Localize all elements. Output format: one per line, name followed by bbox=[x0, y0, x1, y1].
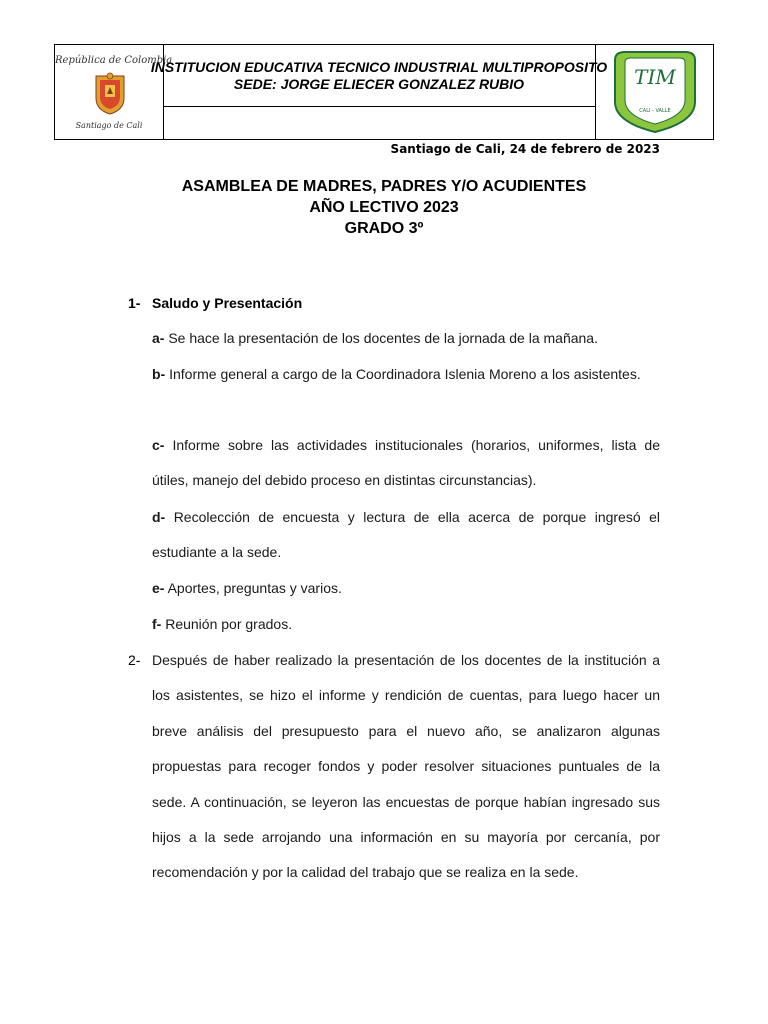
subitem-b-text: Informe general a cargo de la Coordinadora Islenia Moreno a los asistentes. bbox=[165, 366, 641, 382]
subitem-e bbox=[152, 571, 660, 606]
logo-letters: TIM bbox=[634, 65, 676, 89]
title-line-1: ASAMBLEA DE MADRES, PADRES Y/O ACUDIENTES bbox=[181, 178, 587, 195]
item-2-paragraph: Después de haber realizado la presentación de los docentes de la institución a los asistentes, se hizo el informe y rendición de cuentas, para luego hacer un breve análisis del presupuesto para el nuevo año, se analizaron algunas propuestas para recoger fondos y poder resolver situaciones puntuales de la sede. A continuación, se leyeron las encuestas de porque habían ingresado sus hijos a la sede arrojando una información en su mayoría por cercanía, por recomendación y por la calidad del trabajo que se realiza en la sede. bbox=[152, 652, 660, 881]
title-line-2: AÑO LECTIVO 2023 bbox=[309, 199, 459, 216]
subitem-b bbox=[152, 357, 660, 392]
seal-caption-bottom: Santiago de Cali bbox=[75, 121, 143, 130]
institution-logo-cell bbox=[595, 45, 714, 139]
colombia-seal-cell bbox=[55, 45, 173, 139]
subitem-d bbox=[152, 500, 660, 570]
logo-small-text: CALI - VALLE bbox=[639, 108, 671, 114]
title-line-3: GRADO 3º bbox=[344, 220, 424, 237]
document-title bbox=[0, 176, 768, 239]
subitem-d-text: Recolección de encuesta y lectura de ella acerca de porque ingresó el estudiante a la sede. bbox=[152, 509, 660, 560]
item-1-number: 1- bbox=[128, 295, 141, 311]
item-1-heading bbox=[128, 295, 302, 311]
coat-of-arms-icon bbox=[93, 72, 127, 116]
subitem-d-letter: d- bbox=[152, 509, 166, 525]
subitem-c-text: Informe sobre las actividades institucionales (horarios, uniformes, lista de útiles, manejo del debido proceso en distintas circunstancias). bbox=[152, 437, 660, 488]
subitem-f bbox=[152, 607, 660, 642]
subitem-f-text: Reunión por grados. bbox=[161, 616, 293, 632]
header-table bbox=[54, 44, 714, 140]
subitem-f-letter: f- bbox=[152, 616, 162, 632]
institution-name: INSTITUCION EDUCATIVA TECNICO INDUSTRIAL MULTIPROPOSITO bbox=[150, 58, 608, 75]
seal-caption-top: República de Colombia bbox=[55, 55, 173, 66]
sede-name: SEDE: JORGE ELIECER GONZALEZ RUBIO bbox=[233, 75, 525, 92]
subitem-b-letter: b- bbox=[152, 366, 166, 382]
subitem-a-text: Se hace la presentación de los docentes de la jornada de la mañana. bbox=[164, 330, 598, 346]
item-1-title: Saludo y Presentación bbox=[152, 295, 303, 311]
tim-logo-icon bbox=[611, 50, 699, 134]
subitem-c-letter: c- bbox=[152, 437, 165, 453]
item-2-number: 2- bbox=[128, 652, 141, 668]
subitem-e-text: Aportes, preguntas y varios. bbox=[164, 580, 342, 596]
institution-title-cell bbox=[150, 45, 608, 139]
subitem-a bbox=[152, 321, 660, 356]
subitem-c bbox=[152, 428, 660, 498]
subitem-e-letter: e- bbox=[152, 580, 165, 596]
document-date: Santiago de Cali, 24 de febrero de 2023 bbox=[390, 142, 660, 156]
subitem-a-letter: a- bbox=[152, 330, 165, 346]
